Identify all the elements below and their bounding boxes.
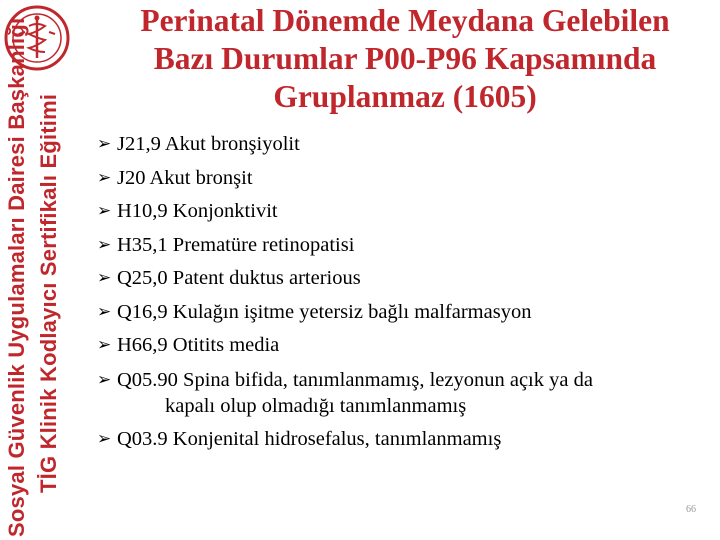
list-item-text: H10,9 Konjonktivit: [117, 200, 278, 222]
sidebar-department-text: Sosyal Güvenlik Uygulamaları Dairesi Başkanlığı: [4, 17, 29, 537]
arrow-bullet-icon: ➢: [97, 201, 112, 221]
list-item: [97, 296, 707, 330]
list-item-text: Q16,9 Kulağın işitme yetersiz bağlı malfarmasyon: [117, 300, 532, 323]
list-item: [97, 329, 707, 363]
list-item-text: Q05.90 Spina bifida, tanımlanmamış, lezyonun açık ya da: [117, 368, 593, 391]
list-item-text: J21,9 Akut bronşiyolit: [117, 133, 300, 155]
sidebar-branding: [0, 0, 82, 540]
arrow-bullet-icon: ➢: [97, 335, 112, 355]
page-number: 66: [686, 504, 696, 515]
arrow-bullet-icon: ➢: [97, 428, 112, 449]
title-line-1: Perinatal Dönemde Meydana Gelebilen: [140, 3, 670, 38]
arrow-bullet-icon: ➢: [97, 301, 112, 322]
arrow-bullet-icon: ➢: [97, 134, 112, 154]
list-item: [97, 162, 707, 196]
arrow-bullet-icon: ➢: [97, 268, 112, 288]
arrow-bullet-icon: ➢: [97, 369, 112, 390]
title-line-2: Bazı Durumlar P00-P96 Kapsamında: [153, 41, 657, 76]
list-item: [97, 423, 707, 457]
arrow-bullet-icon: ➢: [97, 167, 112, 188]
list-item-text: Q25,0 Patent duktus arterious: [117, 267, 361, 289]
list-item-text: H66,9 Otitits media: [117, 334, 280, 356]
list-item: [97, 128, 707, 162]
list-item: [97, 195, 707, 229]
list-item: [97, 262, 707, 296]
list-item-text: H35,1 Prematüre retinopatisi: [117, 233, 355, 256]
list-item: [97, 363, 707, 423]
slide-title: [90, 2, 720, 116]
sidebar-training-text: TİG Klinik Kodlayıcı Sertifikalı Eğitimi: [36, 93, 61, 493]
list-item-continuation: kapalı olup olmadığı tanımlanmamış: [165, 394, 467, 417]
diagnosis-list: [97, 128, 707, 456]
list-item-text: Q03.9 Konjenital hidrosefalus, tanımlanmamış: [117, 427, 502, 450]
list-item-text: J20 Akut bronşit: [117, 166, 253, 189]
title-line-3: Gruplanmaz (1605): [273, 79, 537, 114]
arrow-bullet-icon: ➢: [97, 234, 112, 255]
list-item: [97, 229, 707, 263]
